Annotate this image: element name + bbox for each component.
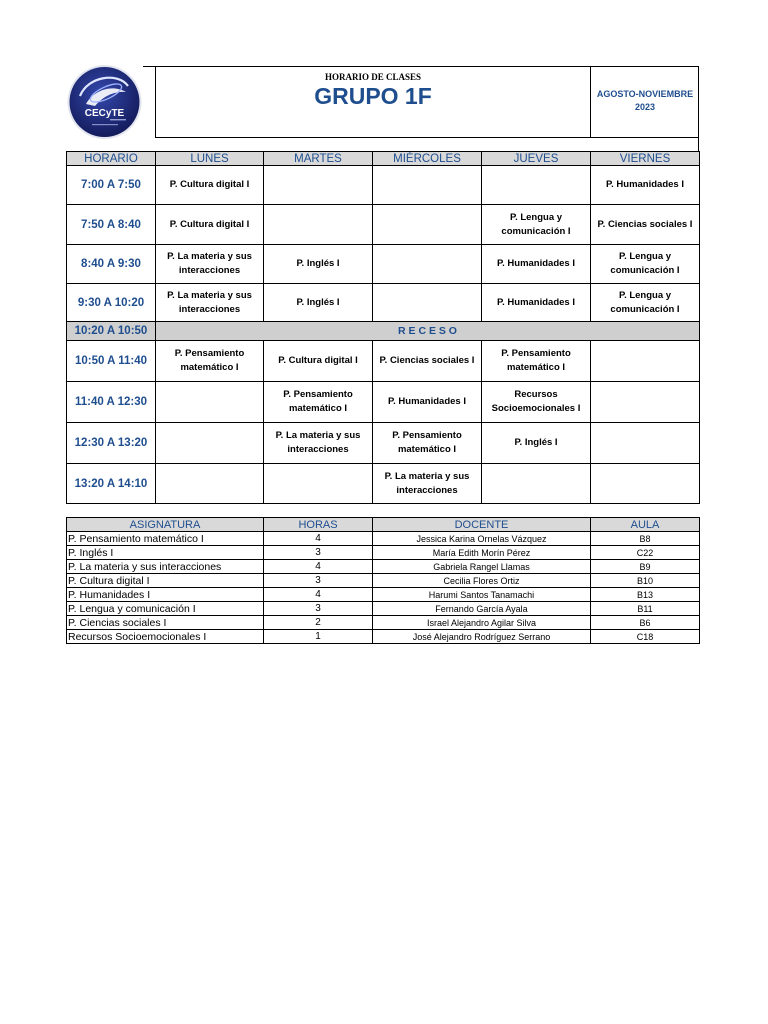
- subject-teacher: Cecilia Flores Ortiz: [373, 574, 591, 588]
- subjects-header-row: [67, 518, 700, 532]
- cell-martes: [264, 205, 373, 245]
- subject-room: B10: [591, 574, 700, 588]
- subject-teacher: Harumi Santos Tanamachi: [373, 588, 591, 602]
- time-slot: 11:40 A 12:30: [67, 382, 156, 423]
- cell-lunes: P. Cultura digital I: [156, 205, 264, 245]
- cell-miercoles: [373, 205, 482, 245]
- schedule-row: [67, 464, 700, 504]
- header-top-line: [143, 66, 155, 67]
- cell-viernes: [591, 464, 700, 504]
- subject-hours: 3: [264, 574, 373, 588]
- subject-row: [67, 616, 700, 630]
- subject-hours: 3: [264, 602, 373, 616]
- schedule-row: [67, 166, 700, 205]
- subject-hours: 1: [264, 630, 373, 644]
- subject-row: [67, 560, 700, 574]
- cell-miercoles: [373, 166, 482, 205]
- cell-viernes: P. Humanidades I: [591, 166, 700, 205]
- cell-miercoles: P. La materia y sus interacciones: [373, 464, 482, 504]
- subject-name: P. Lengua y comunicación I: [67, 602, 264, 616]
- subject-row: [67, 630, 700, 644]
- schedule-row: [67, 382, 700, 423]
- col-header-horario: HORARIO: [67, 152, 156, 166]
- cell-viernes: P. Lengua y comunicación I: [591, 284, 700, 322]
- cell-martes: P. Inglés I: [264, 284, 373, 322]
- subject-teacher: María Edith Morín Pérez: [373, 546, 591, 560]
- cell-viernes: [591, 382, 700, 423]
- schedule-row: [67, 205, 700, 245]
- cell-lunes: [156, 382, 264, 423]
- subject-row: [67, 574, 700, 588]
- document-header: [155, 66, 699, 138]
- cell-lunes: [156, 423, 264, 464]
- schedule-header-row: [67, 152, 700, 166]
- col-header-viernes: VIERNES: [591, 152, 700, 166]
- subject-name: P. La materia y sus interacciones: [67, 560, 264, 574]
- cell-jueves: P. Humanidades I: [482, 245, 591, 284]
- subject-name: P. Cultura digital I: [67, 574, 264, 588]
- cell-lunes: P. Cultura digital I: [156, 166, 264, 205]
- subject-room: B13: [591, 588, 700, 602]
- cell-miercoles: P. Pensamiento matemático I: [373, 423, 482, 464]
- header-connector-line: [698, 137, 699, 151]
- cell-jueves: [482, 166, 591, 205]
- time-slot: 8:40 A 9:30: [67, 245, 156, 284]
- subject-teacher: José Alejandro Rodríguez Serrano: [373, 630, 591, 644]
- col-header-docente: DOCENTE: [373, 518, 591, 532]
- col-header-aula: AULA: [591, 518, 700, 532]
- cell-lunes: P. La materia y sus interacciones: [156, 284, 264, 322]
- cell-jueves: Recursos Socioemocionales I: [482, 382, 591, 423]
- time-slot: 9:30 A 10:20: [67, 284, 156, 322]
- cell-jueves: [482, 464, 591, 504]
- group-title: GRUPO 1F: [314, 83, 432, 109]
- cell-miercoles: [373, 284, 482, 322]
- break-label: R E C E S O: [156, 322, 700, 341]
- time-slot: 13:20 A 14:10: [67, 464, 156, 504]
- subject-row: [67, 546, 700, 560]
- subject-room: B6: [591, 616, 700, 630]
- subject-teacher: Israel Alejandro Agilar Silva: [373, 616, 591, 630]
- cell-martes: P. Pensamiento matemático I: [264, 382, 373, 423]
- subject-name: Recursos Socioemocionales I: [67, 630, 264, 644]
- cell-lunes: [156, 464, 264, 504]
- subject-hours: 4: [264, 588, 373, 602]
- schedule-row: [67, 423, 700, 464]
- subject-name: P. Ciencias sociales I: [67, 616, 264, 630]
- cell-lunes: P. Pensamiento matemático I: [156, 341, 264, 382]
- subject-teacher: Fernando García Ayala: [373, 602, 591, 616]
- cell-viernes: P. Lengua y comunicación I: [591, 245, 700, 284]
- cell-viernes: P. Ciencias sociales I: [591, 205, 700, 245]
- cell-miercoles: [373, 245, 482, 284]
- cell-jueves: P. Inglés I: [482, 423, 591, 464]
- subject-row: [67, 602, 700, 616]
- time-slot: 7:50 A 8:40: [67, 205, 156, 245]
- subject-row: [67, 588, 700, 602]
- col-header-asignatura: ASIGNATURA: [67, 518, 264, 532]
- header-subtitle: HORARIO DE CLASES: [324, 72, 422, 82]
- cell-lunes: P. La materia y sus interacciones: [156, 245, 264, 284]
- cell-viernes: [591, 341, 700, 382]
- subject-hours: 4: [264, 560, 373, 574]
- break-row: [67, 322, 700, 341]
- time-slot: 7:00 A 7:50: [67, 166, 156, 205]
- col-header-lunes: LUNES: [156, 152, 264, 166]
- schedule-row: [67, 284, 700, 322]
- time-slot: 12:30 A 13:20: [67, 423, 156, 464]
- cell-martes: P. La materia y sus interacciones: [264, 423, 373, 464]
- cecyte-logo: [66, 64, 143, 140]
- subject-teacher: Gabriela Rangel Llamas: [373, 560, 591, 574]
- period-year: 2023: [634, 102, 656, 112]
- cell-martes: [264, 166, 373, 205]
- subject-room: B8: [591, 532, 700, 546]
- cell-martes: P. Cultura digital I: [264, 341, 373, 382]
- col-header-martes: MARTES: [264, 152, 373, 166]
- cell-jueves: P. Humanidades I: [482, 284, 591, 322]
- logo-text: CECyTE: [84, 108, 125, 119]
- col-header-miercoles: MIÉRCOLES: [373, 152, 482, 166]
- cell-jueves: P. Pensamiento matemático I: [482, 341, 591, 382]
- subject-room: C22: [591, 546, 700, 560]
- time-slot: 10:20 A 10:50: [67, 322, 156, 341]
- subject-hours: 3: [264, 546, 373, 560]
- subject-row: [67, 532, 700, 546]
- schedule-row: [67, 245, 700, 284]
- cell-martes: P. Inglés I: [264, 245, 373, 284]
- cell-jueves: P. Lengua y comunicación I: [482, 205, 591, 245]
- subject-name: P. Inglés I: [67, 546, 264, 560]
- subject-name: P. Humanidades I: [67, 588, 264, 602]
- subject-room: B9: [591, 560, 700, 574]
- cell-martes: [264, 464, 373, 504]
- subject-teacher: Jessica Karina Ornelas Vázquez: [373, 532, 591, 546]
- subject-room: B11: [591, 602, 700, 616]
- col-header-jueves: JUEVES: [482, 152, 591, 166]
- subject-name: P. Pensamiento matemático I: [67, 532, 264, 546]
- cell-miercoles: P. Ciencias sociales I: [373, 341, 482, 382]
- period-label: [591, 88, 699, 114]
- cell-viernes: [591, 423, 700, 464]
- schedule-row: [67, 341, 700, 382]
- period-months: AGOSTO-NOVIEMBRE: [596, 89, 694, 99]
- cell-miercoles: P. Humanidades I: [373, 382, 482, 423]
- subjects-table: [66, 517, 700, 644]
- subject-hours: 4: [264, 532, 373, 546]
- subject-room: C18: [591, 630, 700, 644]
- col-header-horas: HORAS: [264, 518, 373, 532]
- time-slot: 10:50 A 11:40: [67, 341, 156, 382]
- schedule-table: [66, 151, 700, 504]
- subject-hours: 2: [264, 616, 373, 630]
